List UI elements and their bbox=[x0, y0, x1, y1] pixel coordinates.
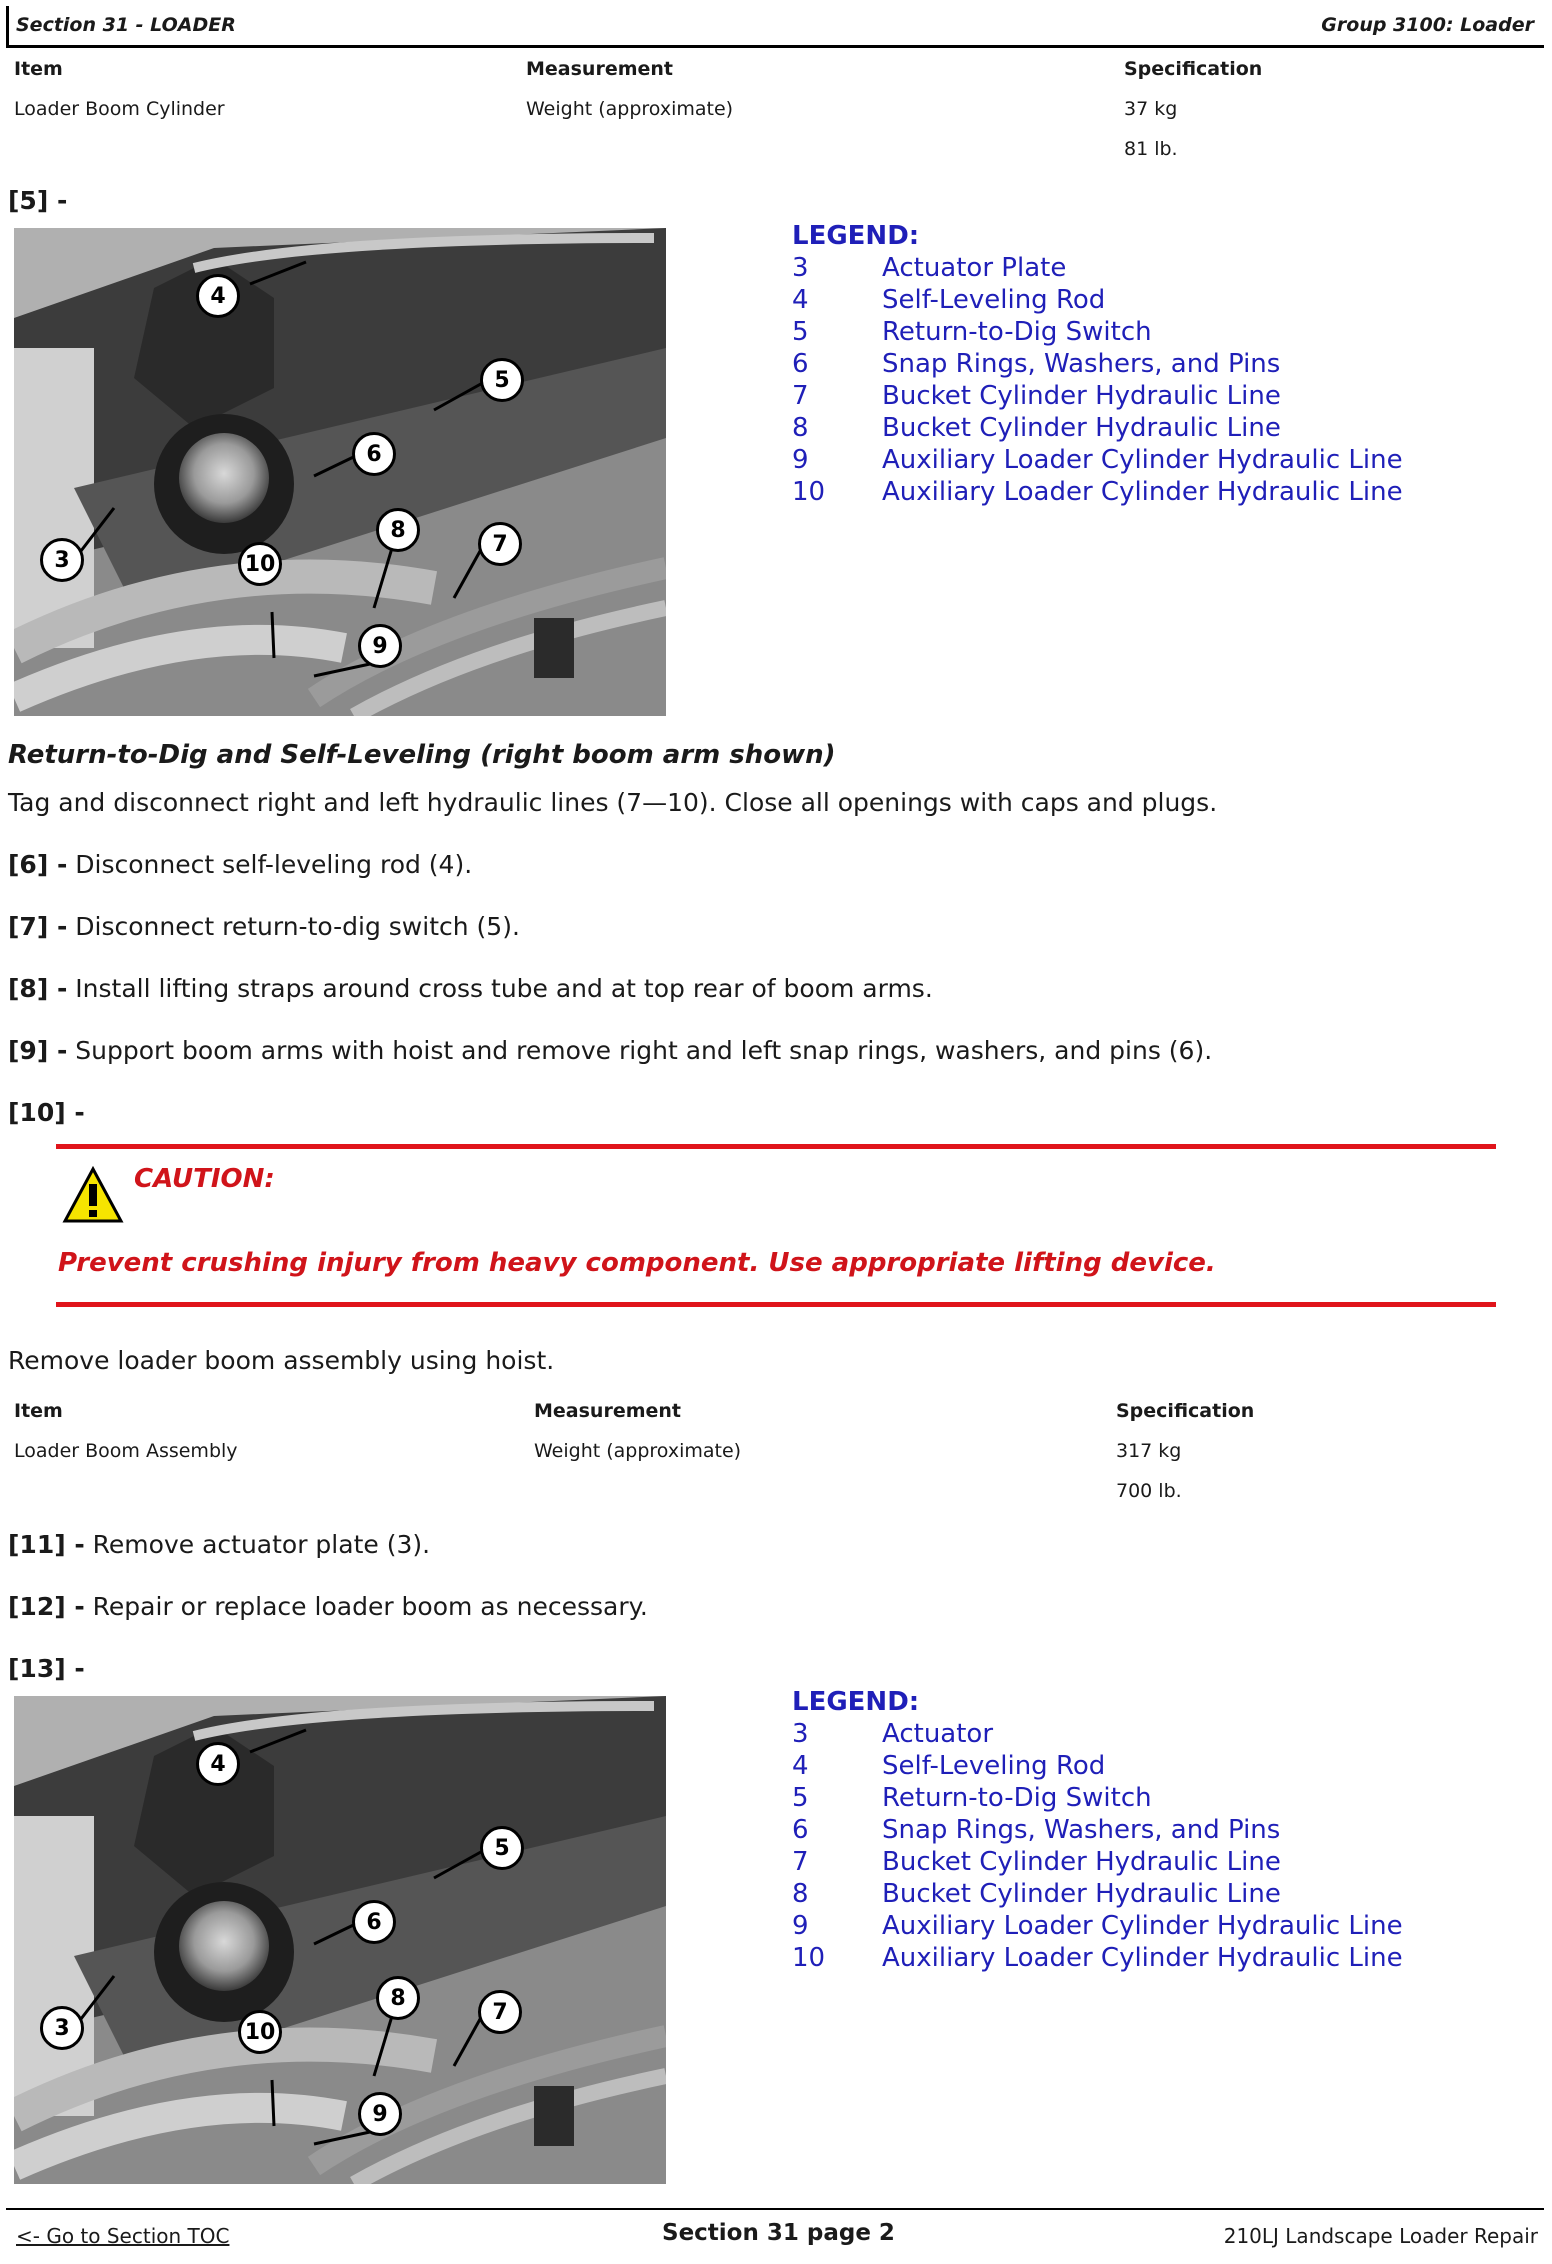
legend-item bbox=[792, 412, 1403, 444]
legend-item bbox=[792, 284, 1403, 316]
caution-title: CAUTION: bbox=[134, 1164, 275, 1194]
callout-8: 8 bbox=[376, 1976, 420, 2020]
legend-item-number: 3 bbox=[792, 253, 809, 283]
legend-item-number: 5 bbox=[792, 1783, 809, 1813]
step-8: [8] - Install lifting straps around cross tube and at top rear of boom arms. bbox=[8, 974, 933, 1003]
paragraph-remove-boom: Remove loader boom assembly using hoist. bbox=[8, 1346, 555, 1375]
legend-item bbox=[792, 1846, 1403, 1878]
legend-item bbox=[792, 1942, 1403, 1974]
callout-5: 5 bbox=[480, 358, 524, 402]
legend-item-label: Snap Rings, Washers, and Pins bbox=[882, 349, 1281, 379]
legend-item-number: 8 bbox=[792, 1879, 809, 1909]
legend-item-label: Actuator Plate bbox=[882, 253, 1067, 283]
legend-item-number: 7 bbox=[792, 1847, 809, 1877]
legend-item-label: Bucket Cylinder Hydraulic Line bbox=[882, 1847, 1281, 1877]
step-9: [9] - Support boom arms with hoist and remove right and left snap rings, washers, and pins (6). bbox=[8, 1036, 1213, 1065]
step-12: [12] - Repair or replace loader boom as necessary. bbox=[8, 1592, 648, 1621]
table2-spec-metric: 317 kg bbox=[1116, 1440, 1182, 1462]
table1-header-item: Item bbox=[14, 58, 63, 80]
legend-item-number: 6 bbox=[792, 1815, 809, 1845]
legend-1 bbox=[792, 220, 1403, 508]
legend-item bbox=[792, 380, 1403, 412]
legend-item bbox=[792, 348, 1403, 380]
legend-item-label: Auxiliary Loader Cylinder Hydraulic Line bbox=[882, 445, 1403, 475]
legend-item-label: Snap Rings, Washers, and Pins bbox=[882, 1815, 1281, 1845]
callout-6: 6 bbox=[352, 1900, 396, 1944]
caution-top-rule bbox=[56, 1144, 1496, 1149]
legend-item-label: Self-Leveling Rod bbox=[882, 1751, 1106, 1781]
legend-item bbox=[792, 1910, 1403, 1942]
table1-item: Loader Boom Cylinder bbox=[14, 98, 225, 120]
legend-item-number: 10 bbox=[792, 477, 826, 507]
legend-2 bbox=[792, 1686, 1403, 1974]
legend-item-label: Auxiliary Loader Cylinder Hydraulic Line bbox=[882, 1943, 1403, 1973]
table1-measurement: Weight (approximate) bbox=[526, 98, 734, 120]
legend-item bbox=[792, 476, 1403, 508]
legend-item-label: Bucket Cylinder Hydraulic Line bbox=[882, 1879, 1281, 1909]
legend-item-number: 7 bbox=[792, 381, 809, 411]
callout-6: 6 bbox=[352, 432, 396, 476]
legend-item bbox=[792, 1750, 1403, 1782]
step-7: [7] - Disconnect return-to-dig switch (5). bbox=[8, 912, 520, 941]
step-13: [13] - bbox=[8, 1654, 85, 1683]
legend-item-label: Auxiliary Loader Cylinder Hydraulic Line bbox=[882, 1911, 1403, 1941]
group-title: Group 3100: Loader bbox=[1321, 14, 1534, 36]
paragraph-tag-disconnect: Tag and disconnect right and left hydraulic lines (7—10). Close all openings with caps and plugs. bbox=[8, 788, 1218, 817]
table2-spec-imperial: 700 lb. bbox=[1116, 1480, 1182, 1502]
legend-item-number: 8 bbox=[792, 413, 809, 443]
table2-header-measurement: Measurement bbox=[534, 1400, 681, 1422]
legend-item bbox=[792, 1878, 1403, 1910]
legend-item bbox=[792, 1718, 1403, 1750]
legend-item bbox=[792, 444, 1403, 476]
step-6: [6] - Disconnect self-leveling rod (4). bbox=[8, 850, 473, 879]
callout-5: 5 bbox=[480, 1826, 524, 1870]
legend-item-label: Return-to-Dig Switch bbox=[882, 317, 1152, 347]
legend-title: LEGEND: bbox=[792, 221, 920, 251]
callout-7: 7 bbox=[478, 1990, 522, 2034]
legend-item-label: Auxiliary Loader Cylinder Hydraulic Line bbox=[882, 477, 1403, 507]
section-title: Section 31 - LOADER bbox=[16, 14, 236, 36]
callout-3: 3 bbox=[40, 2006, 84, 2050]
warning-triangle-icon bbox=[62, 1166, 124, 1228]
legend-item-number: 4 bbox=[792, 1751, 809, 1781]
table2-header-item: Item bbox=[14, 1400, 63, 1422]
step-10: [10] - bbox=[8, 1098, 85, 1127]
legend-item-number: 9 bbox=[792, 445, 809, 475]
table2-measurement: Weight (approximate) bbox=[534, 1440, 742, 1462]
page-header bbox=[6, 6, 1544, 48]
legend-item-label: Bucket Cylinder Hydraulic Line bbox=[882, 381, 1281, 411]
legend-title: LEGEND: bbox=[792, 1687, 920, 1717]
legend-item-number: 4 bbox=[792, 285, 809, 315]
legend-item bbox=[792, 316, 1403, 348]
callout-4: 4 bbox=[196, 274, 240, 318]
photo-callouts bbox=[14, 228, 666, 716]
section-toc-link[interactable]: <- Go to Section TOC bbox=[16, 2224, 230, 2248]
legend-item-number: 6 bbox=[792, 349, 809, 379]
footer-rule bbox=[6, 2208, 1544, 2210]
callout-10: 10 bbox=[238, 2010, 282, 2054]
legend-item-number: 10 bbox=[792, 1943, 826, 1973]
table2-item: Loader Boom Assembly bbox=[14, 1440, 238, 1462]
callout-10: 10 bbox=[238, 542, 282, 586]
legend-item-number: 9 bbox=[792, 1911, 809, 1941]
loader-boom-photo-2 bbox=[14, 1696, 666, 2184]
caution-text: Prevent crushing injury from heavy component. Use appropriate lifting device. bbox=[58, 1248, 1216, 1278]
callout-9: 9 bbox=[358, 2092, 402, 2136]
table1-spec-imperial: 81 lb. bbox=[1124, 138, 1178, 160]
callout-9: 9 bbox=[358, 624, 402, 668]
legend-item-number: 5 bbox=[792, 317, 809, 347]
legend-item-label: Actuator bbox=[882, 1719, 994, 1749]
page-number: Section 31 page 2 bbox=[662, 2220, 895, 2246]
legend-item-number: 3 bbox=[792, 1719, 809, 1749]
callout-7: 7 bbox=[478, 522, 522, 566]
table2-header-specification: Specification bbox=[1116, 1400, 1255, 1422]
legend-item bbox=[792, 252, 1403, 284]
table1-header-specification: Specification bbox=[1124, 58, 1263, 80]
photo-caption: Return-to-Dig and Self-Leveling (right boom arm shown) bbox=[8, 740, 836, 770]
document-title: 210LJ Landscape Loader Repair bbox=[1223, 2224, 1538, 2248]
table1-header-measurement: Measurement bbox=[526, 58, 673, 80]
table1-spec-metric: 37 kg bbox=[1124, 98, 1178, 120]
loader-boom-photo bbox=[14, 228, 666, 716]
legend-item bbox=[792, 1782, 1403, 1814]
step-5-label: [5] - bbox=[8, 186, 68, 215]
legend-rows bbox=[792, 252, 1403, 508]
legend-item-label: Self-Leveling Rod bbox=[882, 285, 1106, 315]
callout-3: 3 bbox=[40, 538, 84, 582]
legend-item bbox=[792, 1814, 1403, 1846]
legend-item-label: Return-to-Dig Switch bbox=[882, 1783, 1152, 1813]
legend-rows bbox=[792, 1718, 1403, 1974]
callout-8: 8 bbox=[376, 508, 420, 552]
legend-item-label: Bucket Cylinder Hydraulic Line bbox=[882, 413, 1281, 443]
step-11: [11] - Remove actuator plate (3). bbox=[8, 1530, 431, 1559]
callout-4: 4 bbox=[196, 1742, 240, 1786]
caution-bottom-rule bbox=[56, 1302, 1496, 1307]
